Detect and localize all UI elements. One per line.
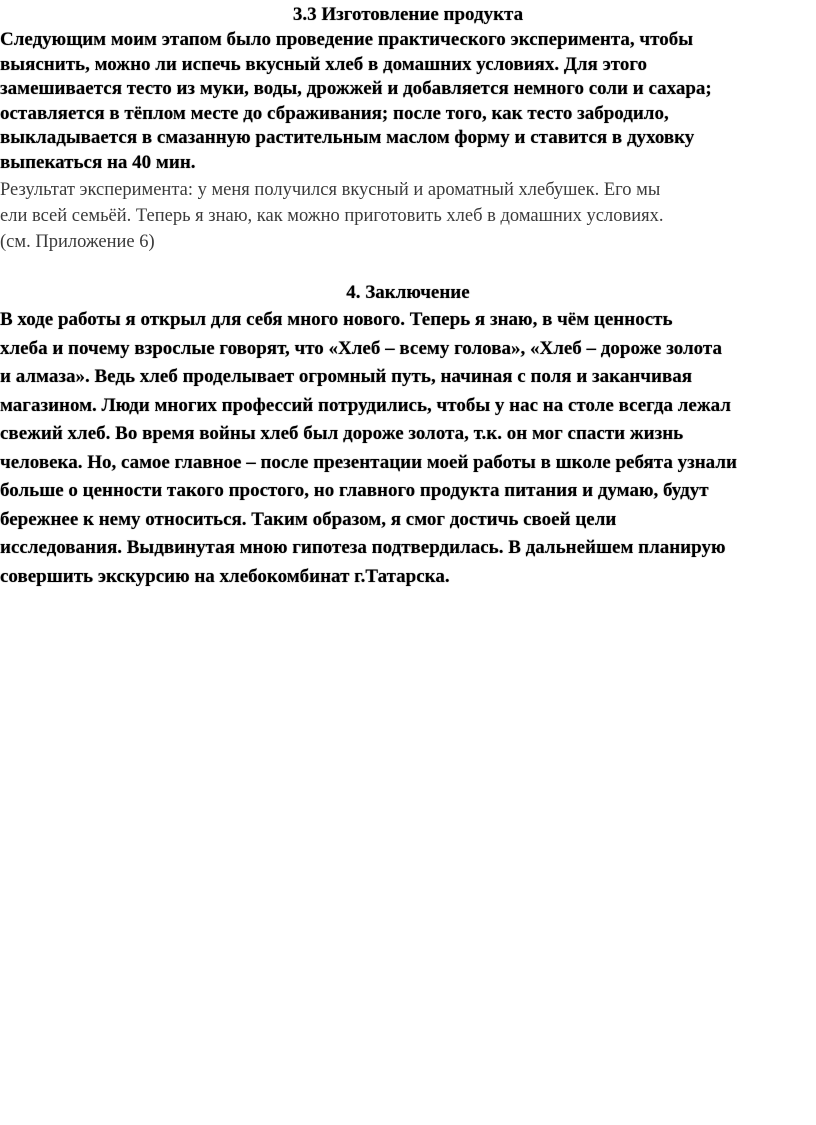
paragraph-line: Следующим моим этапом было проведение практического эксперимента, чтобы (0, 29, 694, 50)
paragraph-line: оставляется в тёплом месте до сбраживания; после того, как тесто забродило, (0, 102, 669, 124)
paragraph-line: выяснить, можно ли испечь вкусный хлеб в домашних условиях. Для этого (0, 53, 648, 75)
conclusion-line: свежий хлеб. Во время войны хлеб был дороже золота, т.к. он мог спасти жизнь (0, 423, 684, 444)
paragraph-line: выкладывается в смазанную растительным маслом форму и ставится в духовку (0, 127, 695, 148)
conclusion-line: совершить экскурсию на хлебокомбинат г.Татарска. (0, 565, 450, 587)
paragraph-line: замешивается тесто из муки, воды, дрожжей и добавляется немного соли и сахара; (0, 78, 712, 99)
conclusion-line: бережнее к нему относиться. Таким образом, я смог достичь своей цели (0, 508, 617, 530)
section-heading-product-making: 3.3 Изготовление продукта (292, 4, 524, 25)
conclusion-line: В ходе работы я открыл для себя много нового. Теперь я знаю, в чём ценность (0, 309, 673, 330)
result-line: (см. Приложение 6) (0, 232, 155, 252)
conclusion-line: исследования. Выдвинутая мною гипотеза подтвердилась. В дальнейшем планирую (0, 537, 726, 558)
conclusion-line: и алмаза». Ведь хлеб проделывает огромный путь, начиная с поля и заканчивая (0, 366, 692, 387)
result-line: ели всей семьёй. Теперь я знаю, как можно приготовить хлеб в домашних условиях. (0, 206, 664, 226)
conclusion-line: магазином. Люди многих профессий потрудились, чтобы у нас на столе всегда лежал (0, 394, 731, 416)
paragraph-line: выпекаться на 40 мин. (0, 151, 196, 173)
conclusion-line: человека. Но, самое главное – после презентации моей работы в школе ребята узнали (0, 451, 737, 473)
conclusion-line: больше о ценности такого простого, но главного продукта питания и думаю, будут (0, 480, 709, 501)
conclusion-line: хлеба и почему взрослые говорят, что «Хлеб – всему голова», «Хлеб – дороже золота (0, 337, 722, 359)
section-heading-conclusion: 4. Заключение (346, 282, 470, 303)
result-line: Результат эксперимента: у меня получился вкусный и ароматный хлебушек. Его мы (0, 180, 661, 200)
